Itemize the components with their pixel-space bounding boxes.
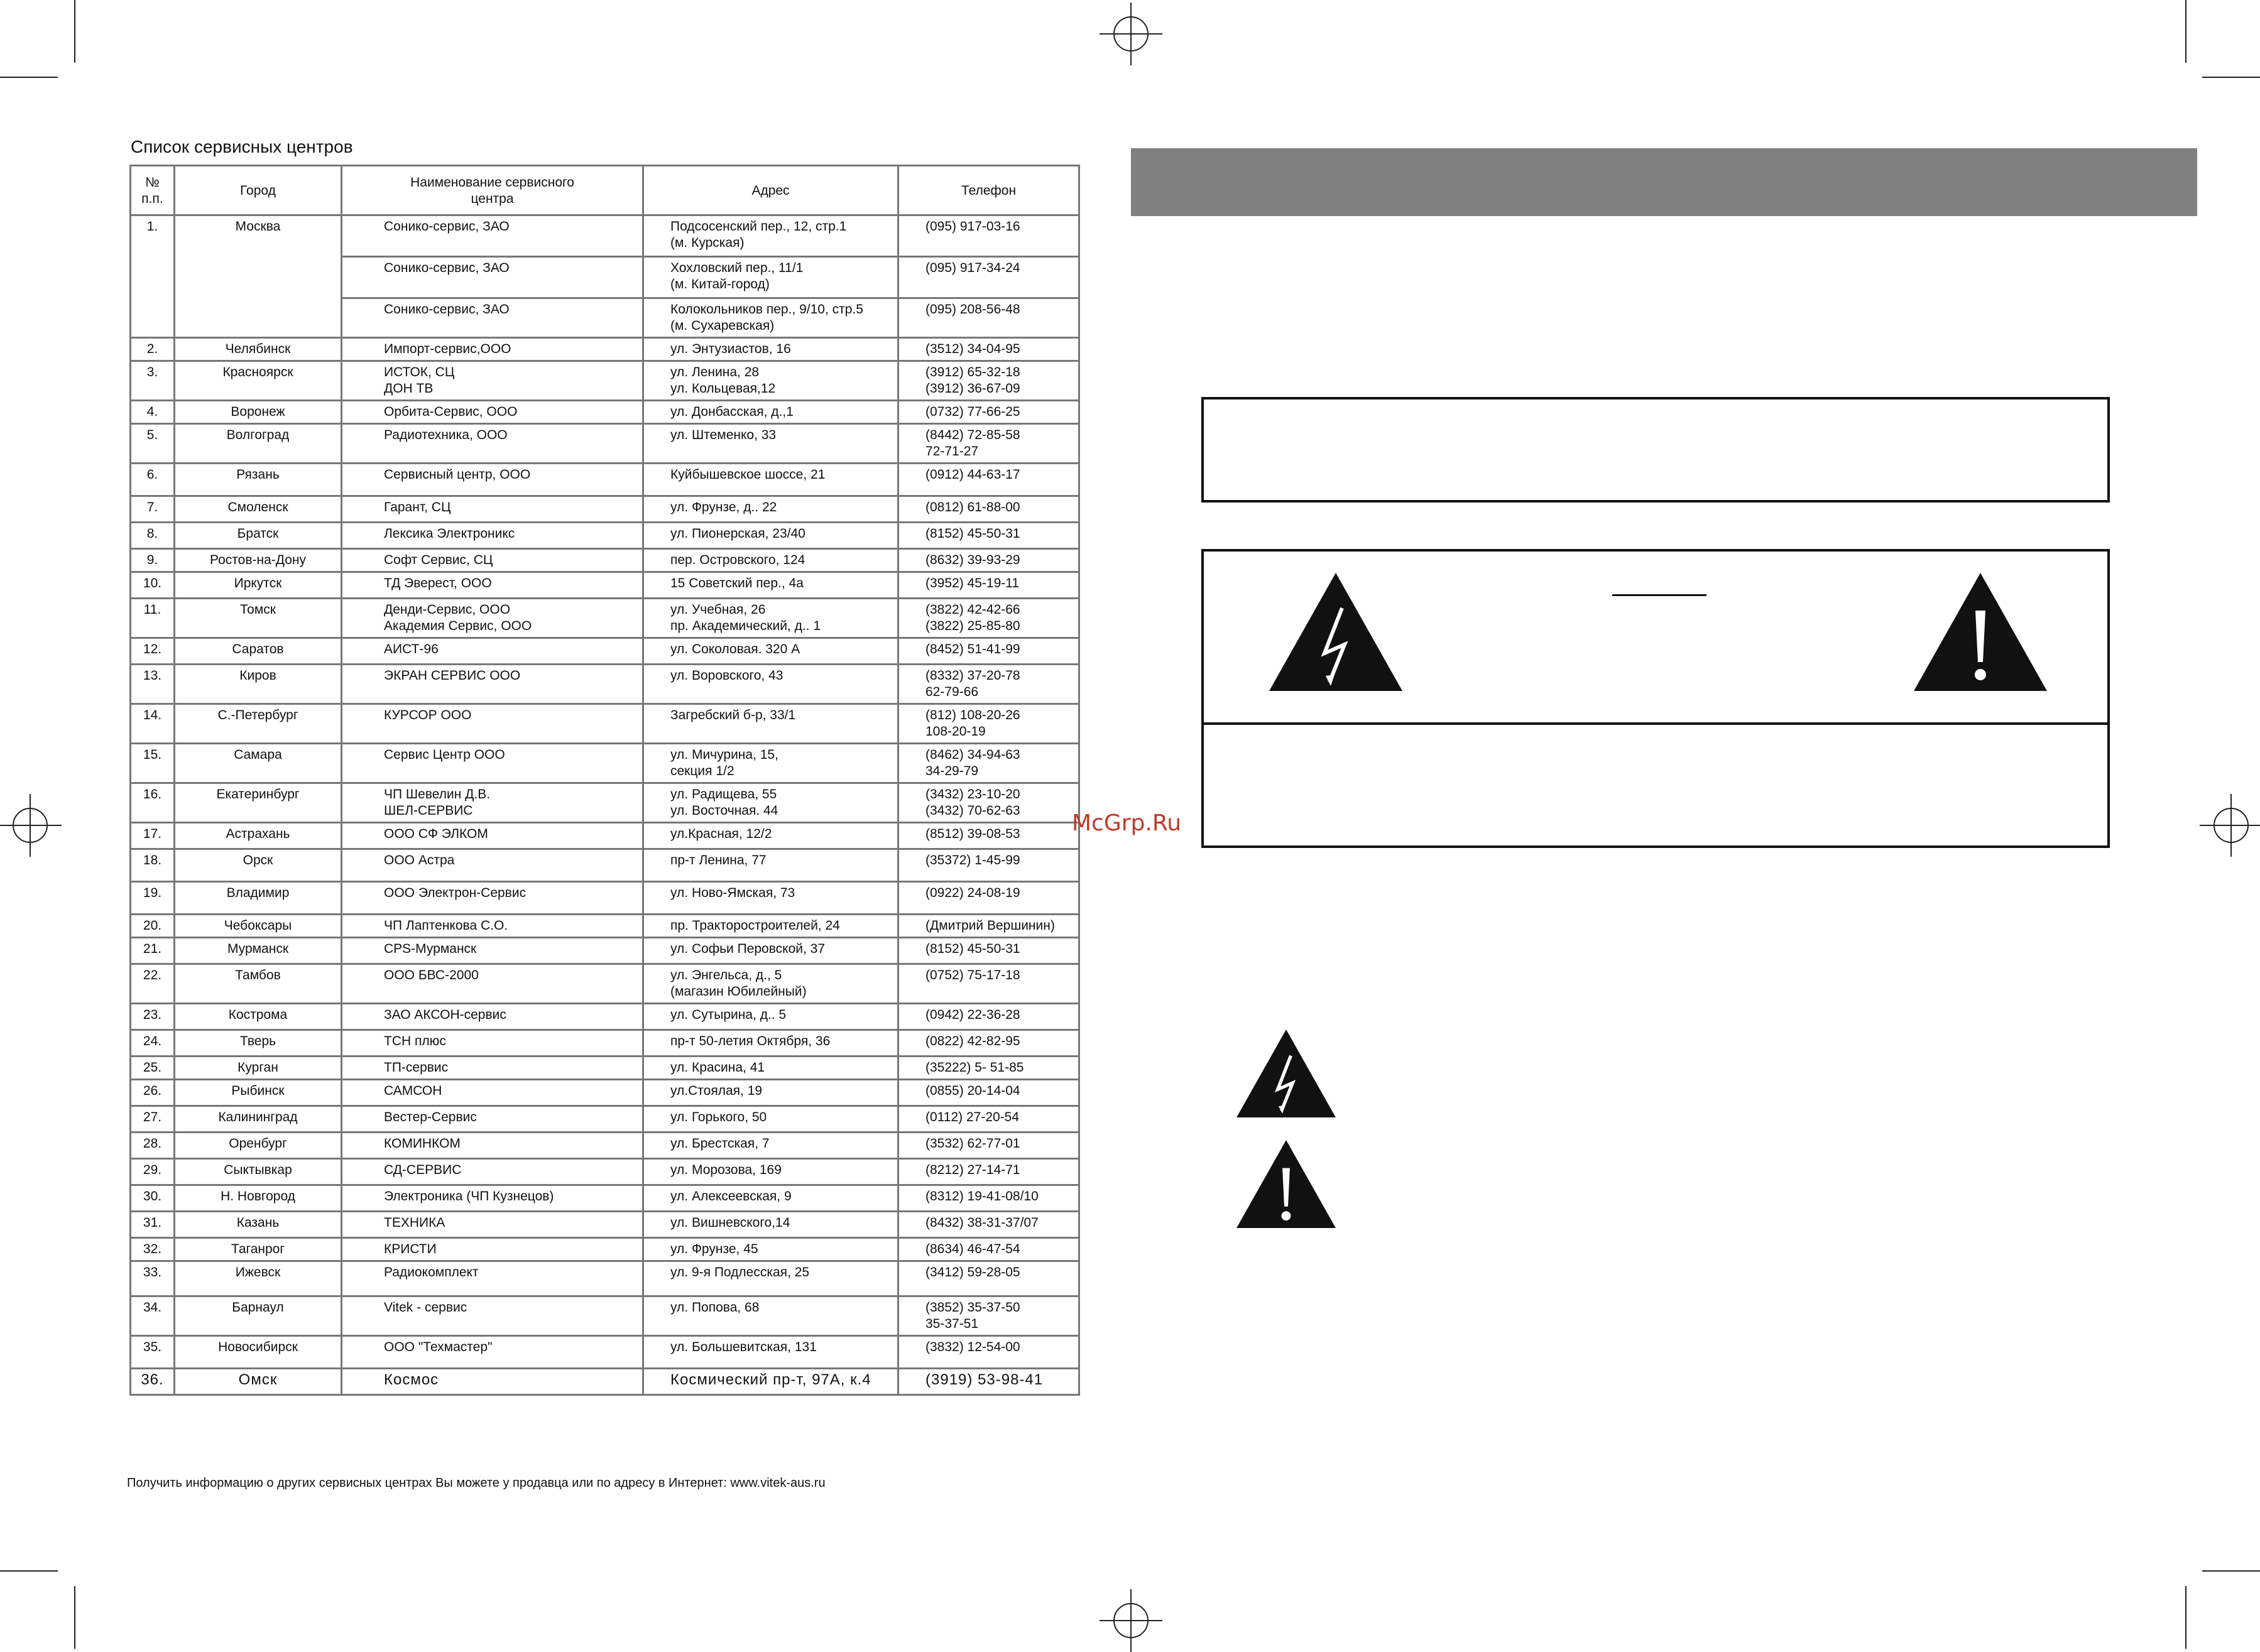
row-number: 16. xyxy=(131,783,175,823)
row-center-name: ТП-сервис xyxy=(342,1057,643,1080)
row-address: ул.Стоялая, 19 xyxy=(643,1080,898,1106)
row-number: 6. xyxy=(131,464,175,496)
row-number: 19. xyxy=(131,882,175,915)
table-row xyxy=(131,849,1079,882)
row-center-name: КУРСОР ООО xyxy=(342,704,643,744)
row-number: 8. xyxy=(131,523,175,549)
table-row xyxy=(131,1030,1079,1057)
table-row xyxy=(131,915,1079,938)
row-number: 34. xyxy=(131,1296,175,1336)
row-center-name: ООО Электрон-Сервис xyxy=(342,882,643,915)
table-row xyxy=(131,1185,1079,1212)
header-phone: Телефон xyxy=(898,166,1079,215)
row-city: Ижевск xyxy=(175,1261,342,1296)
table-row xyxy=(131,1106,1079,1133)
table-header-row xyxy=(131,166,1079,215)
header-center-name: Наименование сервисного центра xyxy=(342,166,643,215)
row-number: 26. xyxy=(131,1080,175,1106)
table-row xyxy=(131,744,1079,783)
row-number: 29. xyxy=(131,1159,175,1185)
service-centers-table xyxy=(129,165,1080,1396)
row-city: Рыбинск xyxy=(175,1080,342,1106)
row-number: 17. xyxy=(131,823,175,849)
row-phone: (8312) 19-41-08/10 xyxy=(898,1185,1079,1212)
row-phone: (8332) 37-20-78 62-79-66 xyxy=(898,665,1079,704)
row-address: Загребский б-р, 33/1 xyxy=(643,704,898,744)
row-address: ул. Фрунзе, 45 xyxy=(643,1238,898,1261)
row-city: Смоленск xyxy=(175,496,342,523)
table-row xyxy=(131,665,1079,704)
row-address: ул. Софьи Перовской, 37 xyxy=(643,938,898,964)
row-number: 15. xyxy=(131,744,175,783)
row-city: Тамбов xyxy=(175,964,342,1004)
heading-underline xyxy=(1612,594,1706,596)
row-center-name: Радиокомплект xyxy=(342,1261,643,1296)
row-city: Н. Новгород xyxy=(175,1185,342,1212)
row-number: 1. xyxy=(131,215,175,338)
row-address: ул. Фрунзе, д.. 22 xyxy=(643,496,898,523)
row-number: 9. xyxy=(131,549,175,572)
row-center-name: Сонико-сервис, ЗАО xyxy=(342,215,643,257)
table-row xyxy=(131,1261,1079,1296)
row-center-name: ООО СФ ЭЛКОМ xyxy=(342,823,643,849)
row-city: Волгоград xyxy=(175,424,342,464)
row-city: Самара xyxy=(175,744,342,783)
row-number: 3. xyxy=(131,361,175,401)
row-phone: (3822) 42-42-66 (3822) 25-85-80 xyxy=(898,599,1079,638)
row-address: 15 Советский пер., 4а xyxy=(643,572,898,599)
row-phone: (0922) 24-08-19 xyxy=(898,882,1079,915)
row-center-name: Сонико-сервис, ЗАО xyxy=(342,298,643,338)
row-number: 25. xyxy=(131,1057,175,1080)
row-city: Чебоксары xyxy=(175,915,342,938)
row-address: ул. Учебная, 26 пр. Академический, д.. 1 xyxy=(643,599,898,638)
row-address: ул. Воровского, 43 xyxy=(643,665,898,704)
row-address: ул. Штеменко, 33 xyxy=(643,424,898,464)
row-phone: (35222) 5- 51-85 xyxy=(898,1057,1079,1080)
page-title: Список сервисных центров xyxy=(131,137,353,156)
row-city: Таганрог xyxy=(175,1238,342,1261)
exclamation-warning-icon xyxy=(1234,1138,1338,1230)
row-number: 33. xyxy=(131,1261,175,1296)
row-address: пер. Островского, 124 xyxy=(643,549,898,572)
exclamation-warning-icon xyxy=(1911,570,2050,693)
crop-mark xyxy=(0,77,58,78)
row-number: 10. xyxy=(131,572,175,599)
table-row xyxy=(131,1057,1079,1080)
table-row xyxy=(131,549,1079,572)
row-address: пр-т Ленина, 77 xyxy=(643,849,898,882)
table-row xyxy=(131,1159,1079,1185)
row-center-name: ЧП Шевелин Д.В. ШЕЛ-СЕРВИС xyxy=(342,783,643,823)
row-center-name: СД-СЕРВИС xyxy=(342,1159,643,1185)
row-city: Омск xyxy=(175,1369,342,1395)
row-phone: (0812) 61-88-00 xyxy=(898,496,1079,523)
row-number: 11. xyxy=(131,599,175,638)
row-city: Курган xyxy=(175,1057,342,1080)
row-center-name: CPS-Мурманск xyxy=(342,938,643,964)
row-center-name: ООО Астра xyxy=(342,849,643,882)
row-number: 5. xyxy=(131,424,175,464)
table-row xyxy=(131,1336,1079,1369)
row-address: ул. Сутырина, д.. 5 xyxy=(643,1004,898,1030)
registration-mark xyxy=(2214,808,2249,843)
row-address: ул.Красная, 12/2 xyxy=(643,823,898,849)
row-city: Сыктывкар xyxy=(175,1159,342,1185)
row-center-name: Сервис Центр ООО xyxy=(342,744,643,783)
row-number: 31. xyxy=(131,1212,175,1238)
row-phone: (35372) 1-45-99 xyxy=(898,849,1079,882)
row-center-name: Орбита-Сервис, ООО xyxy=(342,401,643,424)
row-address: ул. Вишневского,14 xyxy=(643,1212,898,1238)
table-row xyxy=(131,938,1079,964)
row-number: 21. xyxy=(131,938,175,964)
row-phone: (8212) 27-14-71 xyxy=(898,1159,1079,1185)
row-center-name: Гарант, СЦ xyxy=(342,496,643,523)
lightning-warning-icon xyxy=(1234,1028,1338,1119)
row-city: Барнаул xyxy=(175,1296,342,1336)
crop-mark xyxy=(2185,1586,2186,1649)
crop-mark xyxy=(2185,0,2186,63)
row-center-name: САМСОН xyxy=(342,1080,643,1106)
row-city: С.-Петербург xyxy=(175,704,342,744)
table-row xyxy=(131,1238,1079,1261)
table-row xyxy=(131,1296,1079,1336)
row-number: 23. xyxy=(131,1004,175,1030)
row-city: Томск xyxy=(175,599,342,638)
row-city: Воронеж xyxy=(175,401,342,424)
table-row xyxy=(131,1369,1079,1395)
row-center-name: Сервисный центр, ООО xyxy=(342,464,643,496)
row-city: Ростов-на-Дону xyxy=(175,549,342,572)
row-city: Москва xyxy=(175,215,342,338)
row-center-name: АИСТ-96 xyxy=(342,638,643,665)
row-phone: (8152) 45-50-31 xyxy=(898,938,1079,964)
row-phone: (3832) 12-54-00 xyxy=(898,1336,1079,1369)
row-phone: (Дмитрий Вершинин) xyxy=(898,915,1079,938)
crop-mark xyxy=(74,1586,75,1649)
table-row xyxy=(131,783,1079,823)
row-city: Астрахань xyxy=(175,823,342,849)
row-number: 4. xyxy=(131,401,175,424)
footer-note: Получить информацию о других сервисных центрах Вы можете у продавца или по адресу в Интернет: www.vitek-aus.ru xyxy=(127,1476,826,1490)
row-phone: (0112) 27-20-54 xyxy=(898,1106,1079,1133)
row-city: Иркутск xyxy=(175,572,342,599)
row-center-name: Электроника (ЧП Кузнецов) xyxy=(342,1185,643,1212)
row-center-name: Импорт-сервис,ООО xyxy=(342,338,643,361)
row-city: Кострома xyxy=(175,1004,342,1030)
table-row xyxy=(131,964,1079,1004)
registration-mark xyxy=(13,808,48,843)
row-number: 7. xyxy=(131,496,175,523)
row-center-name: ТД Эверест, ООО xyxy=(342,572,643,599)
row-phone: (3432) 23-10-20 (3432) 70-62-63 xyxy=(898,783,1079,823)
table-row xyxy=(131,599,1079,638)
row-phone: (8152) 45-50-31 xyxy=(898,523,1079,549)
header-bar xyxy=(1131,148,2197,216)
row-phone: (0732) 77-66-25 xyxy=(898,401,1079,424)
table-row xyxy=(131,704,1079,744)
row-center-name: ЗАО АКСОН-сервис xyxy=(342,1004,643,1030)
table-row xyxy=(131,215,1079,257)
row-address: Подсосенский пер., 12, стр.1 (м. Курская) xyxy=(643,215,898,257)
row-address: Куйбышевское шоссе, 21 xyxy=(643,464,898,496)
row-center-name: ЧП Лаптенкова С.О. xyxy=(342,915,643,938)
header-city: Город xyxy=(175,166,342,215)
row-city: Киров xyxy=(175,665,342,704)
row-city: Орск xyxy=(175,849,342,882)
row-address: ул. Мичурина, 15, секция 1/2 xyxy=(643,744,898,783)
row-phone: (095) 208-56-48 xyxy=(898,298,1079,338)
crop-mark xyxy=(2202,1570,2260,1572)
row-city: Владимир xyxy=(175,882,342,915)
row-phone: (8432) 38-31-37/07 xyxy=(898,1212,1079,1238)
table-row xyxy=(131,424,1079,464)
table-row xyxy=(131,823,1079,849)
table-row xyxy=(131,401,1079,424)
row-number: 18. xyxy=(131,849,175,882)
row-city: Тверь xyxy=(175,1030,342,1057)
table-row xyxy=(131,1080,1079,1106)
row-number: 14. xyxy=(131,704,175,744)
row-phone: (8442) 72-85-58 72-71-27 xyxy=(898,424,1079,464)
row-phone: (3852) 35-37-50 35-37-51 xyxy=(898,1296,1079,1336)
row-address: ул. 9-я Подлесская, 25 xyxy=(643,1261,898,1296)
row-phone: (8634) 46-47-54 xyxy=(898,1238,1079,1261)
table-row xyxy=(131,882,1079,915)
row-number: 35. xyxy=(131,1336,175,1369)
row-phone: (8512) 39-08-53 xyxy=(898,823,1079,849)
row-number: 20. xyxy=(131,915,175,938)
table-row xyxy=(131,496,1079,523)
row-number: 2. xyxy=(131,338,175,361)
crop-mark xyxy=(74,0,75,63)
row-center-name: ООО БВС-2000 xyxy=(342,964,643,1004)
table-row xyxy=(131,1133,1079,1159)
row-address: Хохловский пер., 11/1 (м. Китай-город) xyxy=(643,257,898,298)
row-number: 36. xyxy=(131,1369,175,1395)
row-center-name: КОМИНКОМ xyxy=(342,1133,643,1159)
row-phone: (095) 917-03-16 xyxy=(898,215,1079,257)
row-phone: (8632) 39-93-29 xyxy=(898,549,1079,572)
row-city: Новосибирск xyxy=(175,1336,342,1369)
row-city: Саратов xyxy=(175,638,342,665)
row-address: ул. Большевитская, 131 xyxy=(643,1336,898,1369)
table-row xyxy=(131,338,1079,361)
row-address: ул. Соколовая. 320 А xyxy=(643,638,898,665)
row-number: 30. xyxy=(131,1185,175,1212)
row-address: ул. Красина, 41 xyxy=(643,1057,898,1080)
row-city: Оренбург xyxy=(175,1133,342,1159)
row-address: ул. Морозова, 169 xyxy=(643,1159,898,1185)
row-phone: (0822) 42-82-95 xyxy=(898,1030,1079,1057)
row-address: Колокольников пер., 9/10, стр.5 (м. Сухаревская) xyxy=(643,298,898,338)
row-phone: (0752) 75-17-18 xyxy=(898,964,1079,1004)
row-phone: (095) 917-34-24 xyxy=(898,257,1079,298)
row-center-name: ТСН плюс xyxy=(342,1030,643,1057)
crop-mark xyxy=(2202,77,2260,78)
row-center-name: Лексика Электроникс xyxy=(342,523,643,549)
row-phone: (3919) 53-98-41 xyxy=(898,1369,1079,1395)
row-address: ул. Ленина, 28 ул. Кольцевая,12 xyxy=(643,361,898,401)
notice-box xyxy=(1201,397,2110,503)
row-city: Мурманск xyxy=(175,938,342,964)
row-phone: (812) 108-20-26 108-20-19 xyxy=(898,704,1079,744)
table-row xyxy=(131,1004,1079,1030)
box-divider xyxy=(1204,722,2107,725)
row-city: Калининград xyxy=(175,1106,342,1133)
row-center-name: ИСТОК, СЦ ДОН ТВ xyxy=(342,361,643,401)
header-number: № п.п. xyxy=(131,166,175,215)
lightning-warning-icon xyxy=(1267,570,1405,693)
row-center-name: Вестер-Сервис xyxy=(342,1106,643,1133)
row-center-name: Софт Сервис, СЦ xyxy=(342,549,643,572)
row-phone: (3412) 59-28-05 xyxy=(898,1261,1079,1296)
row-city: Екатеринбург xyxy=(175,783,342,823)
row-number: 12. xyxy=(131,638,175,665)
row-address: ул. Донбасская, д.,1 xyxy=(643,401,898,424)
header-address: Адрес xyxy=(643,166,898,215)
watermark: McGrp.Ru xyxy=(1072,810,1182,836)
row-number: 32. xyxy=(131,1238,175,1261)
row-center-name: ЭКРАН СЕРВИС ООО xyxy=(342,665,643,704)
row-address: ул. Ново-Ямская, 73 xyxy=(643,882,898,915)
row-phone: (8452) 51-41-99 xyxy=(898,638,1079,665)
registration-mark xyxy=(1113,16,1149,52)
row-address: ул. Попова, 68 xyxy=(643,1296,898,1336)
row-city: Рязань xyxy=(175,464,342,496)
table-row xyxy=(131,523,1079,549)
row-phone: (3512) 34-04-95 xyxy=(898,338,1079,361)
row-phone: (0855) 20-14-04 xyxy=(898,1080,1079,1106)
row-phone: (3912) 65-32-18 (3912) 36-67-09 xyxy=(898,361,1079,401)
row-address: ул. Энгельса, д., 5 (магазин Юбилейный) xyxy=(643,964,898,1004)
row-address: пр. Тракторостроителей, 24 xyxy=(643,915,898,938)
row-address: ул. Алексеевская, 9 xyxy=(643,1185,898,1212)
row-number: 24. xyxy=(131,1030,175,1057)
row-center-name: Сонико-сервис, ЗАО xyxy=(342,257,643,298)
row-phone: (3532) 62-77-01 xyxy=(898,1133,1079,1159)
registration-mark xyxy=(1113,1603,1149,1638)
row-city: Казань xyxy=(175,1212,342,1238)
row-center-name: Радиотехника, ООО xyxy=(342,424,643,464)
row-address: ул. Горького, 50 xyxy=(643,1106,898,1133)
crop-mark xyxy=(0,1570,58,1572)
table-row xyxy=(131,1212,1079,1238)
row-number: 22. xyxy=(131,964,175,1004)
row-center-name: Vitek - сервис xyxy=(342,1296,643,1336)
row-number: 27. xyxy=(131,1106,175,1133)
row-address: ул. Брестская, 7 xyxy=(643,1133,898,1159)
table-row xyxy=(131,361,1079,401)
row-address: ул. Радищева, 55 ул. Восточная. 44 xyxy=(643,783,898,823)
row-city: Красноярск xyxy=(175,361,342,401)
row-phone: (0912) 44-63-17 xyxy=(898,464,1079,496)
table-row xyxy=(131,572,1079,599)
row-city: Челябинск xyxy=(175,338,342,361)
row-address: ул. Пионерская, 23/40 xyxy=(643,523,898,549)
row-phone: (8462) 34-94-63 34-29-79 xyxy=(898,744,1079,783)
row-center-name: ООО "Техмастер" xyxy=(342,1336,643,1369)
row-center-name: Космос xyxy=(342,1369,643,1395)
table-row xyxy=(131,638,1079,665)
row-phone: (3952) 45-19-11 xyxy=(898,572,1079,599)
row-center-name: ТЕХНИКА xyxy=(342,1212,643,1238)
row-number: 28. xyxy=(131,1133,175,1159)
warning-box xyxy=(1201,549,2110,848)
row-address: ул. Энтузиастов, 16 xyxy=(643,338,898,361)
row-number: 13. xyxy=(131,665,175,704)
row-center-name: Денди-Сервис, ООО Академия Сервис, ООО xyxy=(342,599,643,638)
row-address: пр-т 50-летия Октября, 36 xyxy=(643,1030,898,1057)
row-city: Братск xyxy=(175,523,342,549)
table-row xyxy=(131,464,1079,496)
row-address: Космический пр-т, 97А, к.4 xyxy=(643,1369,898,1395)
row-center-name: КРИСТИ xyxy=(342,1238,643,1261)
row-phone: (0942) 22-36-28 xyxy=(898,1004,1079,1030)
